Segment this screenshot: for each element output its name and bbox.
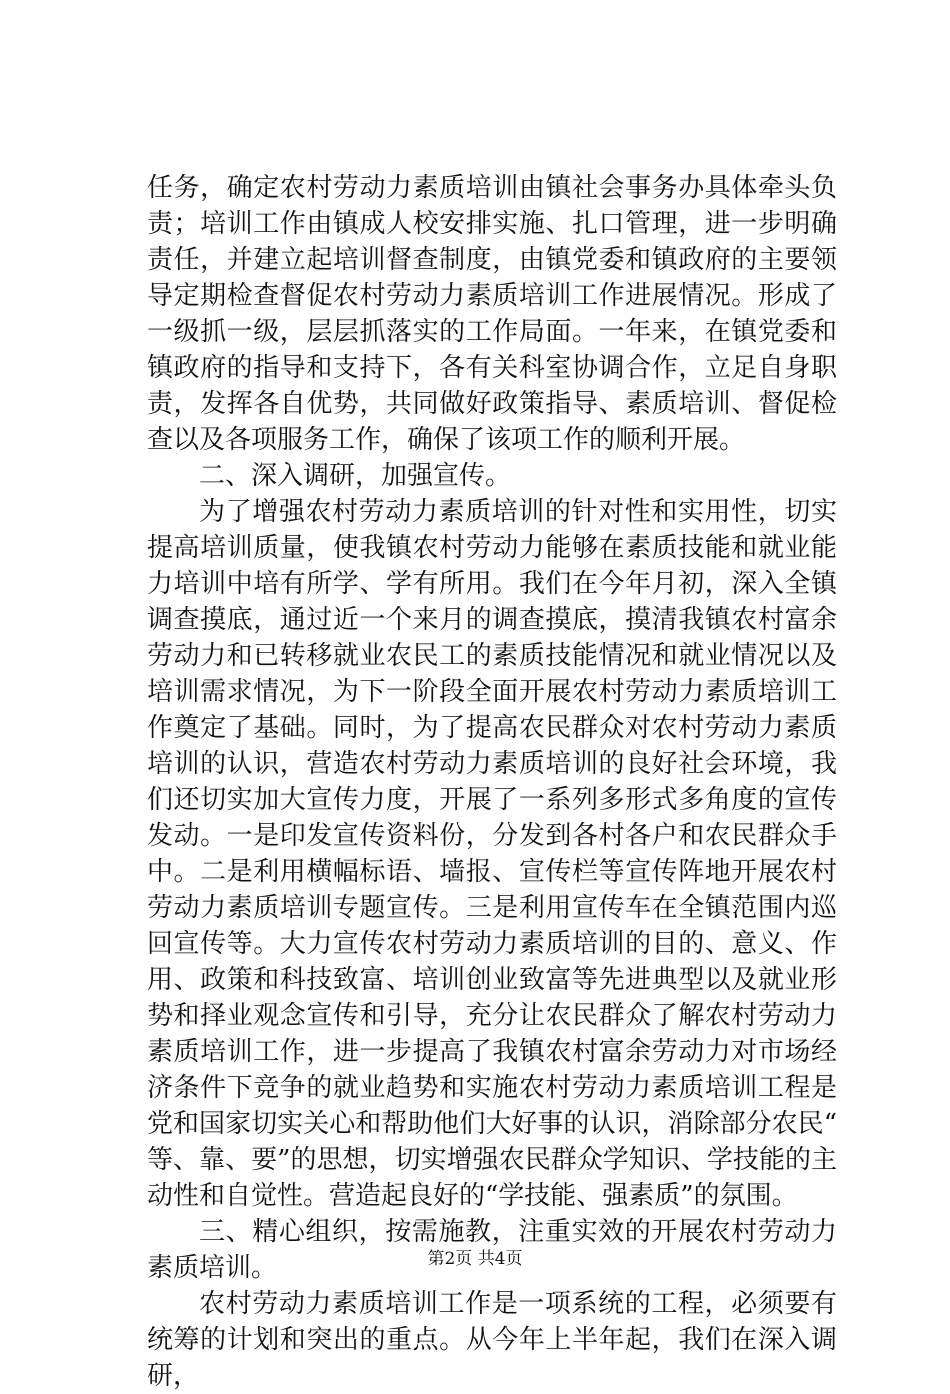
- section-heading-3: 三、精心组织，按需施教，注重实效的开展农村劳动力素质培训。: [147, 1217, 837, 1283]
- section-heading-2: 二、深入调研，加强宣传。: [199, 461, 512, 491]
- document-body: [147, 170, 837, 1394]
- paragraph-1: 任务，确定农村劳动力素质培训由镇社会事务办具体牵头负责；培训工作由镇成人校安排实施、扎口管理，进一步明确责任，并建立起培训督查制度，由镇党委和镇政府的主要领导定期检查督促农村劳动力素质培训工作进展情况。形成了一级抓一级，层层抓落实的工作局面。一年来，在镇党委和镇政府的指导和支持下，各有关科室协调合作，立足自身职责，发挥各自优势，共同做好政策指导、素质培训、督促检查以及各项服务工作，确保了该项工作的顺利开展。: [147, 173, 837, 455]
- paragraph-3: 为了增强农村劳动力素质培训的针对性和实用性，切实提高培训质量，使我镇农村劳动力能够在素质技能和就业能力培训中培有所学、学有所用。我们在今年月初，深入全镇调查摸底，通过近一个来月的调查摸底，摸清我镇农村富余劳动力和已转移就业农民工的素质技能情况和就业情况以及培训需求情况，为下一阶段全面开展农村劳动力素质培训工作奠定了基础。同时，为了提高农民群众对农村劳动力素质培训的认识，营造农村劳动力素质培训的良好社会环境，我们还切实加大宣传力度，开展了一系列多形式多角度的宣传发动。一是印发宣传资料份，分发到各村各户和农民群众手中。二是利用横幅标语、墙报、宣传栏等宣传阵地开展农村劳动力素质培训专题宣传。三是利用宣传车在全镇范围内巡回宣传等。大力宣传农村劳动力素质培训的目的、意义、作用、政策和科技致富、培训创业致富等先进典型以及就业形势和择业观念宣传和引导，充分让农民群众了解农村劳动力素质培训工作，进一步提高了我镇农村富余劳动力对市场经济条件下竞争的就业趋势和实施农村劳动力素质培训工程是党和国家切实关心和帮助他们大好事的认识，消除部分农民“等、靠、要”的思想，切实增强农民群众学知识、学技能的主动性和自觉性。营造起良好的“学技能、强素质”的氛围。: [147, 497, 837, 1211]
- page-footer: 第2页 共4页: [427, 1249, 523, 1269]
- paragraph-5: 农村劳动力素质培训工作是一项系统的工程，必须要有统筹的计划和突出的重点。从今年上半年起，我们在深入调研，: [147, 1289, 837, 1391]
